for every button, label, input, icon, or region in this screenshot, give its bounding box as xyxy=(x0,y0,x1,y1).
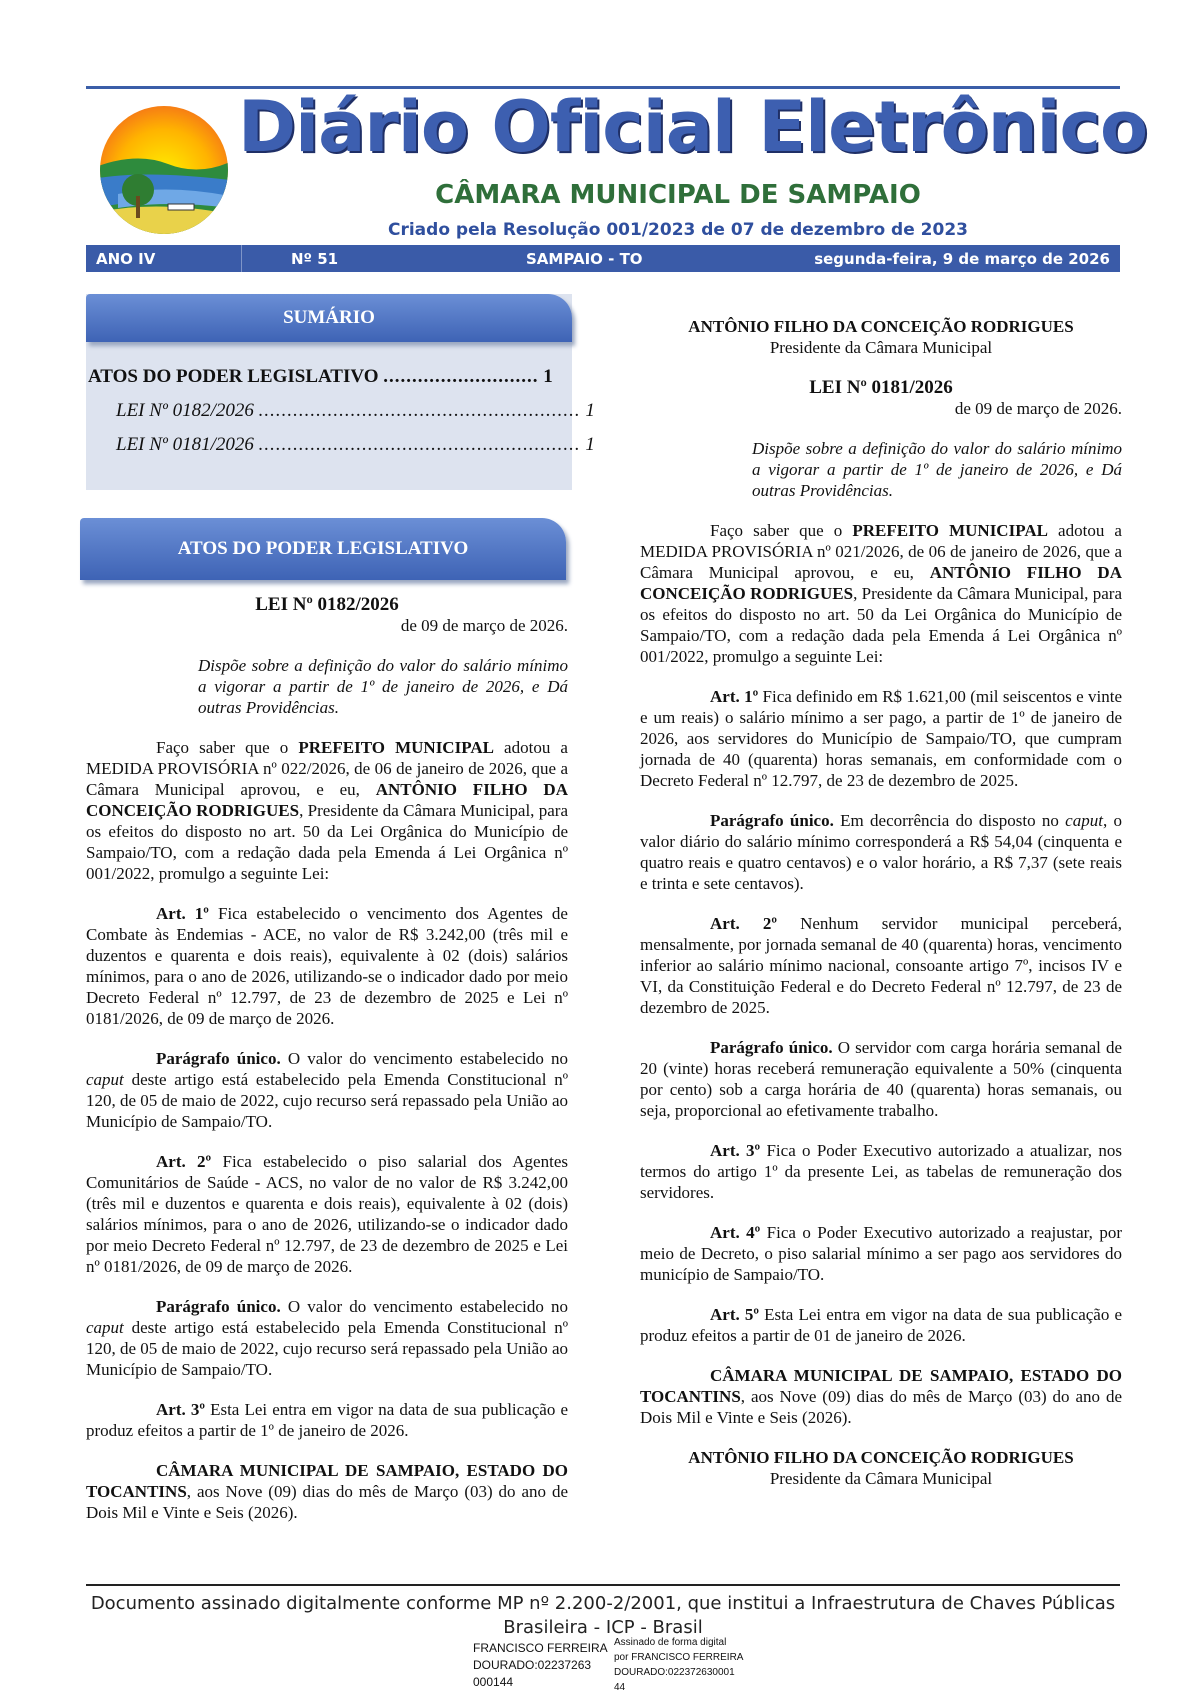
signer-role: Presidente da Câmara Municipal xyxy=(769,338,993,357)
summary-title: SUMÁRIO xyxy=(86,294,572,342)
digital-stamp: Assinado de forma digital por FRANCISCO FERREIRA DOURADO:022372630001 44 xyxy=(614,1637,744,1693)
issue-year: ANO IV xyxy=(96,250,156,268)
article-3: Art. 3º Fica o Poder Executivo autorizado a atualizar, nos termos do artigo 1º da presente Lei, as tabelas de remuneração dos servidores. xyxy=(640,1141,1122,1202)
summary-item[interactable]: ATOS DO PODER LEGISLATIVO ........................... 1 xyxy=(88,366,553,387)
digital-signer: FRANCISCO FERREIRA DOURADO:02237263 000144 xyxy=(473,1641,608,1689)
chamber-name: CÂMARA MUNICIPAL DE SAMPAIO xyxy=(435,180,921,210)
article-5: Art. 5º Esta Lei entra em vigor na data de sua publicação e produz efeitos a partir de 01 de janeiro de 2026. xyxy=(640,1305,1122,1345)
article-2: Art. 2º Nenhum servidor municipal perceberá, mensalmente, por jornada semanal de 40 (quarenta) horas, vencimento inferior ao salário mínimo nacional, consoante artigo 7º, incisos IV e VI, da Constituição Federal e do Decreto Federal nº 12.797, de 23 de dezembro de 2025. xyxy=(640,914,1122,1017)
sunset-river-logo-icon xyxy=(98,104,230,236)
summary-item[interactable]: LEI Nº 0181/2026 ........................................................ 1 xyxy=(116,434,595,455)
law-date: de 09 de março de 2026. xyxy=(400,616,568,635)
law-ementa: Dispõe sobre a definição do valor do salário mínimo a vigorar a partir de 1º de janeiro de 2026, e Dá outras Providências. xyxy=(198,656,568,717)
law-ementa: Dispõe sobre a definição do valor do salário mínimo a vigorar a partir de 1º de janeiro de 2026, e Dá outras Providências. xyxy=(752,439,1122,500)
closing: CÂMARA MUNICIPAL DE SAMPAIO, ESTADO DO TOCANTINS, aos Nove (09) dias do mês de Março (03) do ano de Dois Mil e Vinte e Seis (2026). xyxy=(86,1461,568,1522)
law-title: LEI Nº 0181/2026 xyxy=(809,377,953,398)
article-4: Art. 4º Fica o Poder Executivo autorizado a reajustar, por meio de Decreto, o piso salarial mínimo a ser pago aos servidores do município de Sampaio/TO. xyxy=(640,1223,1122,1284)
creation-note: Criado pela Resolução 001/2023 de 07 de dezembro de 2023 xyxy=(388,220,968,240)
right-column xyxy=(640,316,1122,1489)
closing: CÂMARA MUNICIPAL DE SAMPAIO, ESTADO DO TOCANTINS, aos Nove (09) dias do mês de Março (03) do ano de Dois Mil e Vinte e Seis (2026). xyxy=(640,1366,1122,1427)
paragraph-2: Parágrafo único. O valor do vencimento estabelecido no caput deste artigo está estabelecido pela Emenda Constitucional nº 120, de 05 de maio de 2022, cujo recurso será repassado pela União ao Município de Sampaio/TO. xyxy=(86,1297,568,1379)
footer-rule xyxy=(86,1584,1120,1586)
signer-name: ANTÔNIO FILHO DA CONCEIÇÃO RODRIGUES xyxy=(688,1448,1074,1467)
preamble: Faço saber que o PREFEITO MUNICIPAL adotou a MEDIDA PROVISÓRIA nº 022/2026, de 06 de janeiro de 2026, que a Câmara Municipal aprovou, e eu, ANTÔNIO FILHO DA CONCEIÇÃO RODRIGUES, Presidente da Câmara Municipal, para os efeitos do disposto no art. 50 da Lei Orgânica do Município de Sampaio/TO, com a redação dada pela Emenda á Lei Orgânica nº 001/2022, promulgo a seguinte Lei: xyxy=(86,738,569,883)
article-1: Art. 1º Fica estabelecido o vencimento dos Agentes de Combate às Endemias - ACE, no valor de R$ 3.242,00 (três mil e duzentos e quarenta e dois reais), equivalente à 02 (dois) salários mínimos, para o ano de 2026, utilizando-se o indicador dado por meio Decreto Federal nº 12.797, de 23 de dezembro de 2025 e Lei nº 0181/2026, de 09 de março de 2026. xyxy=(86,904,568,1028)
paragraph-1: Parágrafo único. O valor do vencimento estabelecido no caput deste artigo está estabelecido pela Emenda Constitucional nº 120, de 05 de maio de 2022, cujo recurso será repassado pela União ao Município de Sampaio/TO. xyxy=(86,1049,568,1131)
footer-line-1: Documento assinado digitalmente conforme MP nº 2.200-2/2001, que institui a Infraestrutura de Chaves Públicas xyxy=(90,1593,1116,1614)
issue-number: Nº 51 xyxy=(291,250,339,268)
preamble: Faço saber que o PREFEITO MUNICIPAL adotou a MEDIDA PROVISÓRIA nº 021/2026, de 06 de janeiro de 2026, que a Câmara Municipal aprovou, e eu, ANTÔNIO FILHO DA CONCEIÇÃO RODRIGUES, Presidente da Câmara Municipal, para os efeitos do disposto no art. 50 da Lei Orgânica do Município de Sampaio/TO, com a redação dada pela Emenda á Lei Orgânica nº 001/2022, promulgo a seguinte Lei: xyxy=(640,521,1123,666)
issue-date: segunda-feira, 9 de março de 2026 xyxy=(814,250,1110,268)
issue-bar xyxy=(86,245,1120,272)
issue-city: SAMPAIO - TO xyxy=(526,250,643,268)
summary-item[interactable]: LEI Nº 0182/2026 ........................................................ 1 xyxy=(116,400,595,421)
section-title: ATOS DO PODER LEGISLATIVO xyxy=(80,518,566,580)
law-title: LEI Nº 0182/2026 xyxy=(255,594,399,615)
paragraph-2: Parágrafo único. O servidor com carga horária semanal de 20 (vinte) horas receberá remuneração equivalente a 50% (cinquenta por cento) sob a carga horária de 40 (quarenta) horas semanais, ou seja, proporcional ao efetivamente trabalho. xyxy=(640,1038,1122,1120)
signer-role: Presidente da Câmara Municipal xyxy=(769,1469,993,1488)
masthead-title: Diário Oficial Eletrônico xyxy=(238,86,1148,168)
footer-line-2: Brasileira - ICP - Brasil xyxy=(503,1617,703,1638)
law-date: de 09 de março de 2026. xyxy=(954,399,1122,418)
article-1: Art. 1º Fica definido em R$ 1.621,00 (mil seiscentos e vinte e um reais) o salário mínimo a ser pago, a partir de 1º de janeiro de 2026, aos servidores do Município de Sampaio/TO, que cumpram jornada de 40 (quarenta) horas semanais, em conformidade com o Decreto Federal nº 12.797, de 23 de dezembro de 2025. xyxy=(640,687,1122,790)
article-3: Art. 3º Esta Lei entra em vigor na data de sua publicação e produz efeitos a partir de 1º de janeiro de 2026. xyxy=(86,1400,568,1440)
signer-name: ANTÔNIO FILHO DA CONCEIÇÃO RODRIGUES xyxy=(688,317,1074,336)
paragraph-1: Parágrafo único. Em decorrência do disposto no caput, o valor diário do salário mínimo corresponderá a R$ 54,04 (cinquenta e quatro reais e quatro centavos) e o valor horário, a R$ 7,37 (sete reais e trinta e sete centavos). xyxy=(640,811,1122,893)
footer-text xyxy=(86,1592,1120,1640)
left-column xyxy=(86,594,568,1523)
article-2: Art. 2º Fica estabelecido o piso salarial dos Agentes Comunitários de Saúde - ACS, no valor de no valor de R$ 3.242,00 (três mil e duzentos e quarenta e dois reais), equivalente à 02 (dois) salários mínimos, para o ano de 2026, utilizando-se o indicador dado por meio Decreto Federal nº 12.797, de 23 de dezembro de 2025 e Lei nº 0181/2026, de 09 de março de 2026. xyxy=(86,1152,568,1276)
